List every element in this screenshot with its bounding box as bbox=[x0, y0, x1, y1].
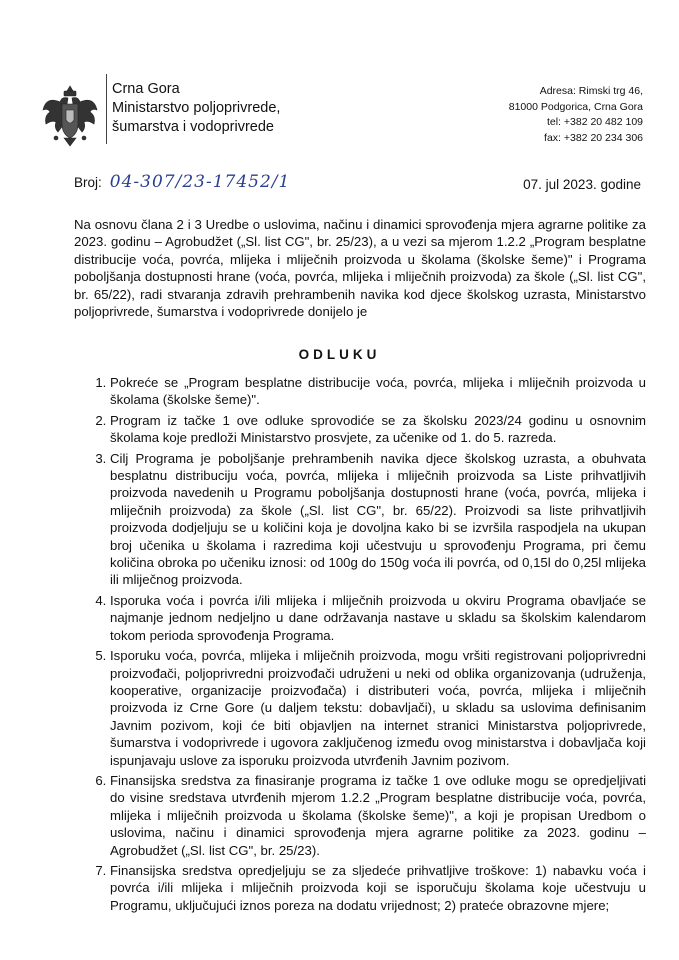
ministry-block bbox=[112, 80, 280, 137]
list-item: 3. Cilj Programa je poboljšanje prehrambenih navika djece školskog uzrasta, a obuhvata besplatnu distribuciju voća, povrća, mlijeka i mliječnih proizvoda sa Liste prihvatljivih proizvoda navedenih u Programu poboljšanja dostupnosti hrane (voća, povrća, mlijeka i mliječnih proizvoda) za škole („Sl. list CG", br. 65/22). Proizvodi sa liste prihvatljivih proizvoda dodjeljuju se u količini koja je dovoljna kako bi se izvršila raspodjela na ukupan broj učenika u školama i razredima koji učestvuju u sprovođenju Programa, pri čemu količina obroka po učeniku iznosi: od 100g do 150g voća ili povrća, od 0,15l do 0,25l mlijeka ili mliječnog proizvoda. bbox=[110, 450, 646, 589]
address-tel: tel: +382 20 482 109 bbox=[546, 116, 643, 128]
address-street: Adresa: Rimski trg 46, bbox=[539, 85, 643, 97]
list-item: 4. Isporuka voća i povrća i/ili mlijeka i mliječnih proizvoda u okviru Programa obavljaće se najmanje jednom nedjeljno u dane održavanja nastave u skladu sa školskim kalendarom tokom perioda sprovođenja Programa. bbox=[110, 592, 646, 644]
document-date: 07. jul 2023. godine bbox=[523, 177, 641, 192]
list-item: 7. Finansijska sredstva opredjeljuju se za sljedeće prihvatljive troškove: 1) nabavku voća i povrća i/ili mlijeka i mliječnih proizvoda koji se isporučuju školama koje učestvuju u Programu, uključujući iznos poreza na dodatu vrijednost; 2) prateće obrazovne mjere; bbox=[110, 862, 646, 914]
header-divider bbox=[106, 74, 107, 144]
handwritten-reference-number: 04-307/23-17452/1 bbox=[109, 172, 291, 192]
address-city: 81000 Podgorica, Crna Gora bbox=[508, 100, 643, 113]
address-fax: fax: +382 20 234 306 bbox=[544, 131, 643, 144]
reference-label: Broj: bbox=[74, 175, 102, 190]
decision-title: ODLUKU bbox=[298, 347, 381, 362]
coat-of-arms-icon bbox=[40, 82, 100, 150]
list-item: 2. Program iz tačke 1 ove odluke sprovodiće se za školsku 2023/24 godinu u osnovnim školama koje predloži Ministarstvo prosvjete, za učenike od 1. do 5. razreda. bbox=[110, 412, 646, 447]
list-item: 6. Finansijska sredstva za finasiranje programa iz tačke 1 ove odluke mogu se opredjeljivati do visine sredstava utvrđenih mjerom 1.2.2 „Program besplatne distribucije voća, povrća, mlijeka i mliječnih proizvoda u školama (školske šeme)", a koji je propisan Uredbom o uslovima, načinu i dinamici sprovođenja mjera agrarne politike za 2023. godinu – Agrobudžet („Sl. list CG", br. 25/23). bbox=[110, 772, 646, 859]
reference-number bbox=[74, 172, 290, 192]
list-item: 5. Isporuku voća, povrća, mlijeka i mliječnih proizvoda, mogu vršiti registrovani poljoprivredni proizvođači, poljoprivredni proizvođači udruženi u neki od oblika organizovanja (udruženja, kooperative, organizacije proizvođača) i distributeri voća, povrća, mlijeka i mliječnih proizvoda iz Crne Gore (u daljem tekstu: dobavljači), u skladu sa uslovima definisanim Javnim pozivom, koji će biti objavljen na internet stranici Ministarstva poljoprivrede, šumarstva i vodoprivrede i ugovora zaključenog između ovog ministarstva i dobavljača koji ispunjavaju uslove za isporuku proizvoda utvrđenih Javnim pozivom. bbox=[110, 647, 646, 769]
decision-items-list bbox=[74, 374, 646, 917]
ministry-name-line2: šumarstva i vodoprivrede bbox=[112, 119, 274, 135]
preamble-paragraph: Na osnovu člana 2 i 3 Uredbe o uslovima, načinu i dinamici sprovođenja mjera agrarne politike za 2023. godinu – Agrobudžet („Sl. list CG", br. 25/23), a u vezi sa mjerom 1.2.2 „Program besplatne distribucije voća, povrća, mlijeka i mliječnih proizvoda u školama (školske šeme)" i Programa poboljšanja dostupnosti hrane (voća, povrća, mlijeka i mliječnih proizvoda) za škole („Sl. list CG", br. 65/22), radi stvaranja zdravih prehrambenih navika kod djece školskog uzrasta, Ministarstvo poljoprivrede, šumarstva i vodoprivrede donijelo je bbox=[74, 217, 646, 320]
address-block bbox=[509, 84, 643, 146]
list-item: 1. Pokreće se „Program besplatne distribucije voća, povrća, mlijeka i mliječnih proizvoda u školama (školske šeme)". bbox=[110, 374, 646, 409]
country-name: Crna Gora bbox=[112, 81, 180, 97]
ministry-name-line1: Ministarstvo poljoprivrede, bbox=[112, 100, 281, 116]
